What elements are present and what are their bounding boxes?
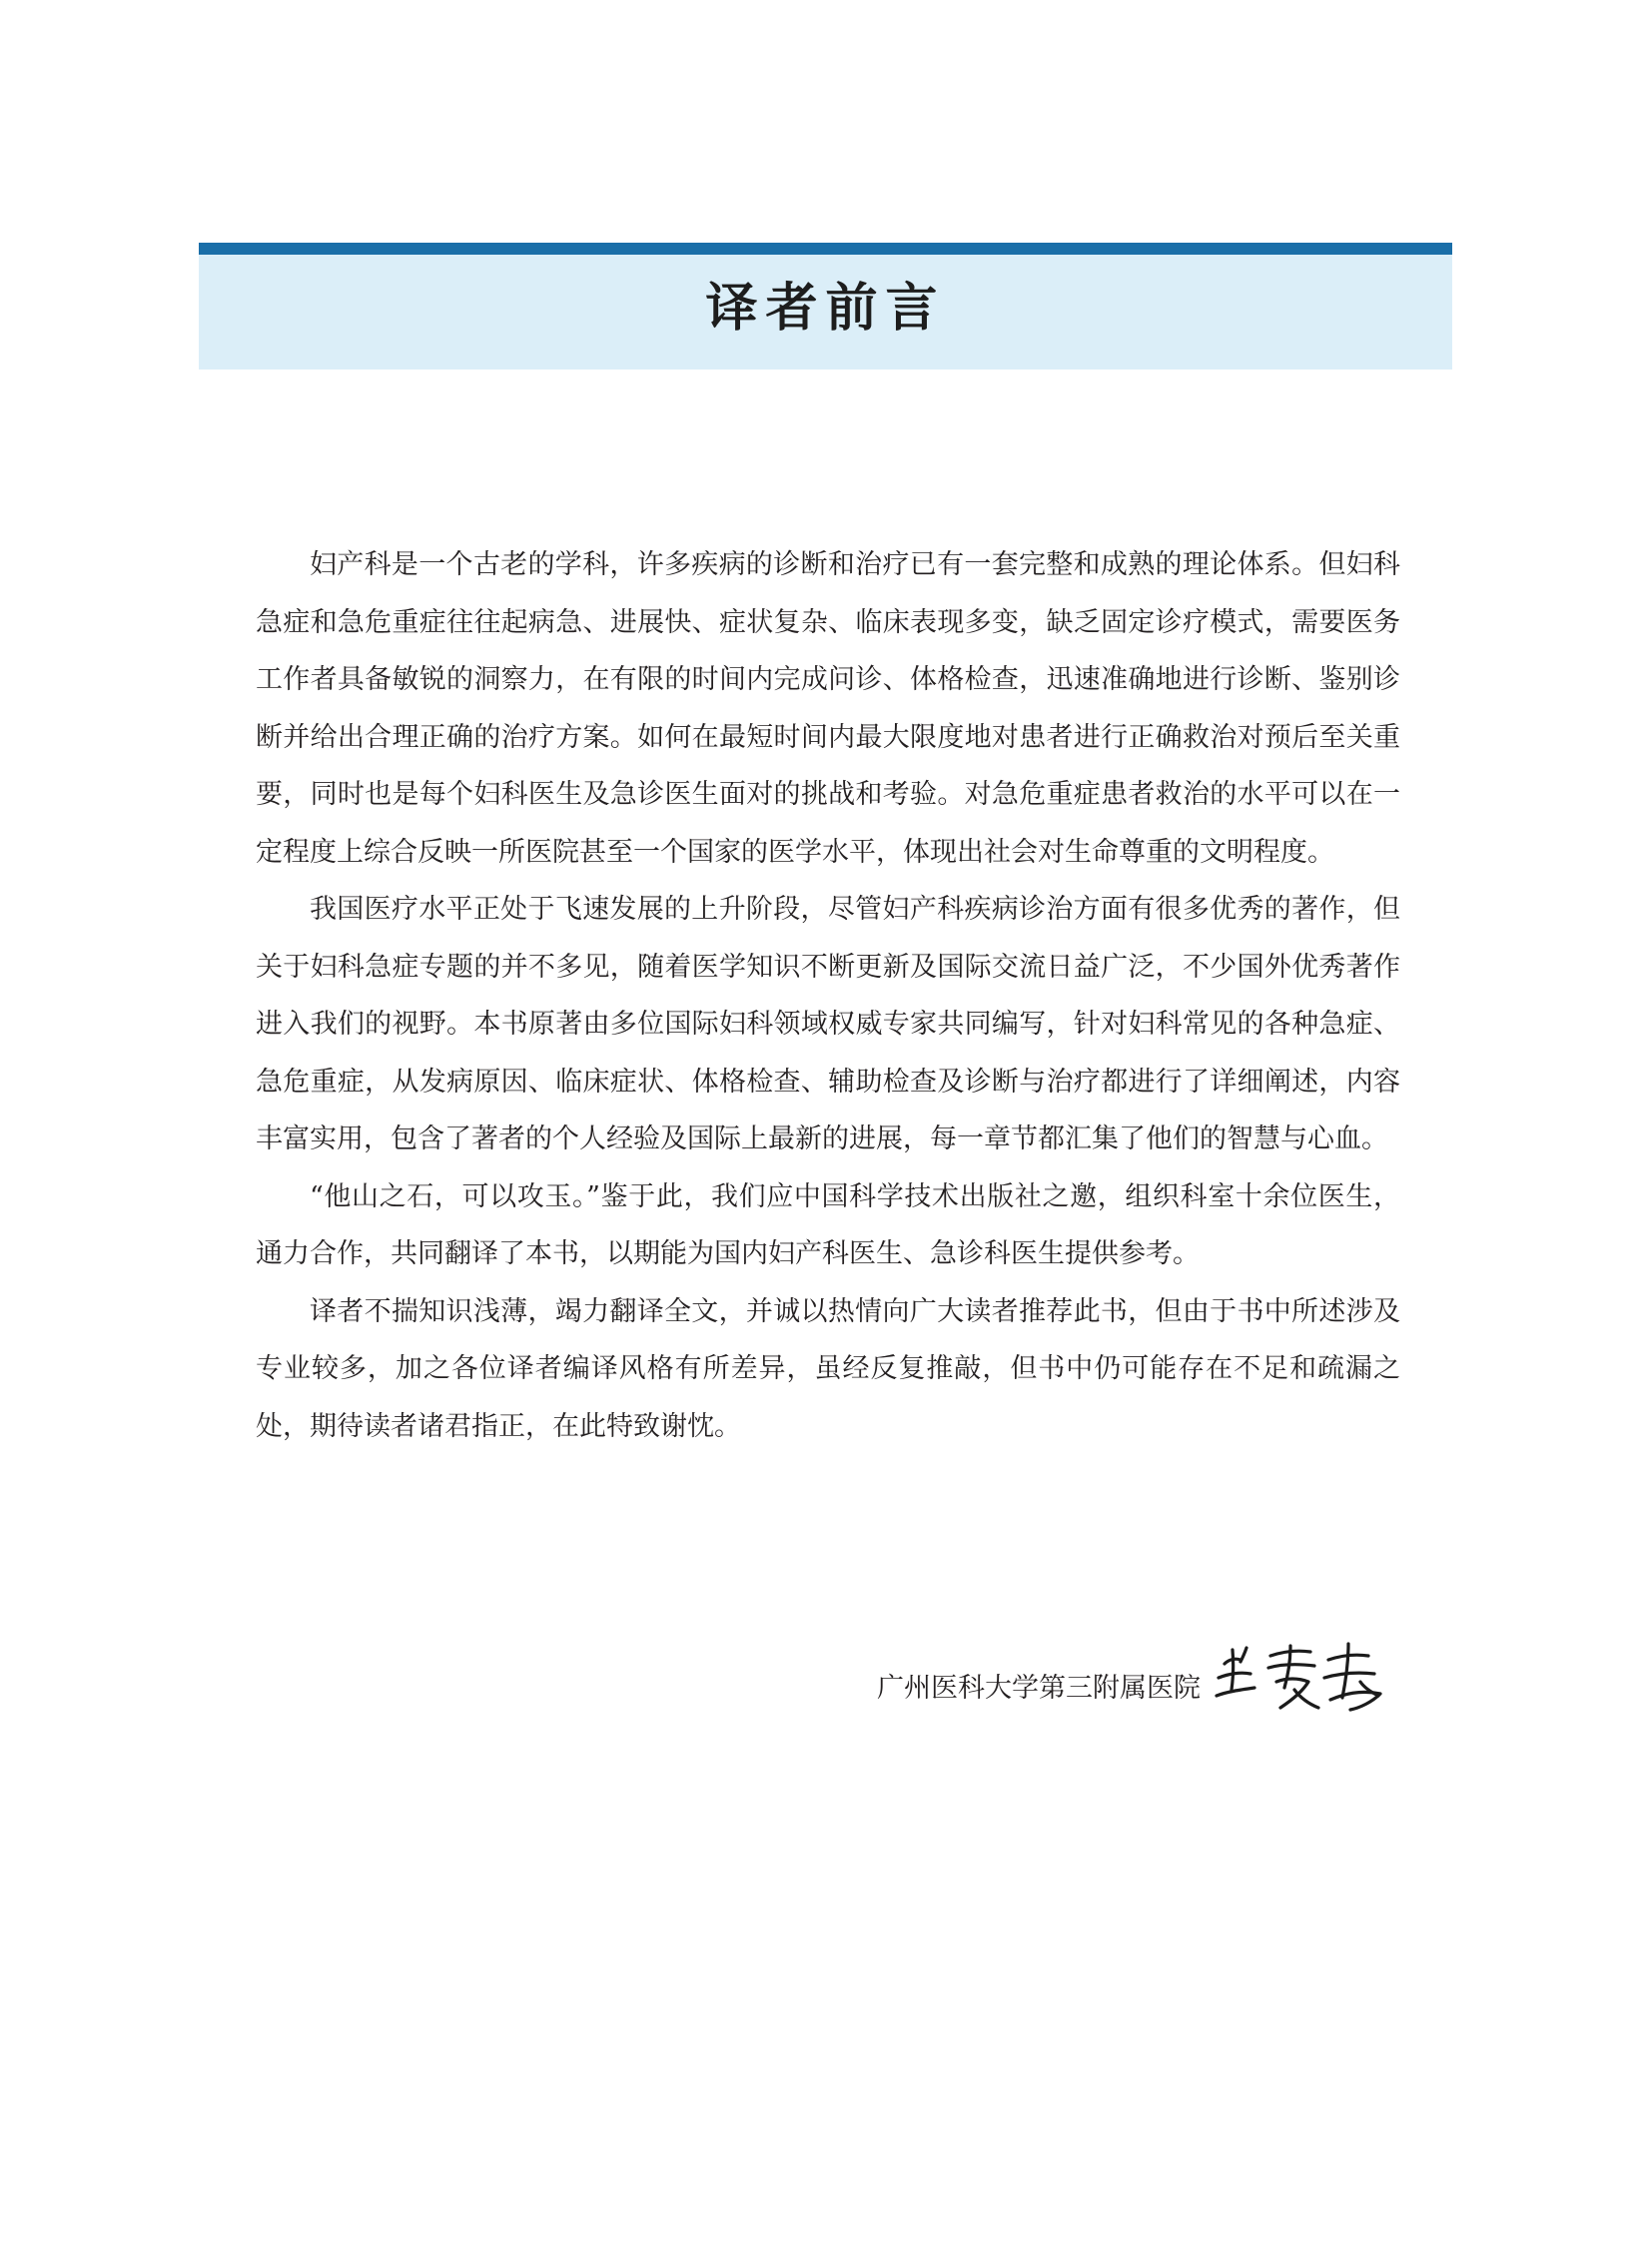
title-band — [199, 243, 1452, 370]
signature-block — [819, 1638, 1398, 1728]
handwritten-signature — [1211, 1638, 1390, 1723]
paragraph-3: “他山之石，可以攻玉。”鉴于此，我们应中国科学技术出版社之邀，组织科室十余位医生，通力合作，共同翻译了本书，以期能为国内妇产科医生、急诊科医生提供参考。 — [256, 1180, 1400, 1269]
page-title: 译者前言 — [705, 278, 946, 339]
paragraph-4: 译者不揣知识浅薄，竭力翻译全文，并诚以热情向广大读者推荐此书，但由于书中所述涉及专业较多，加之各位译者编译风格有所差异，虽经反复推敲，但书中仍可能存在不足和疏漏之处，期待读者诸君指正，在此特致谢忱。 — [256, 1295, 1400, 1442]
paragraph-1: 妇产科是一个古老的学科，许多疾病的诊断和治疗已有一套完整和成熟的理论体系。但妇科急症和急危重症往往起病急、进展快、症状复杂、临床表现多变，缺乏固定诊疗模式，需要医务工作者具备敏锐的洞察力，在有限的时间内完成问诊、体格检查，迅速准确地进行诊断、鉴别诊断并给出合理正确的治疗方案。如何在最短时间内最大限度地对患者进行正确救治对预后至关重要，同时也是每个妇科医生及急诊医生面对的挑战和考验。对急危重症患者救治的水平可以在一定程度上综合反映一所医院甚至一个国家的医学水平，体现出社会对生命尊重的文明程度。 — [256, 549, 1400, 868]
affiliation-text: 广州医科大学第三附属医院 — [877, 1673, 1201, 1704]
preface-body — [256, 536, 1400, 1455]
paragraph-2: 我国医疗水平正处于飞速发展的上升阶段，尽管妇产科疾病诊治方面有很多优秀的著作，但关于妇科急症专题的并不多见，随着医学知识不断更新及国际交流日益广泛，不少国外优秀著作进入我们的视野。本书原著由多位国际妇科领域权威专家共同编写，针对妇科常见的各种急症、急危重症，从发病原因、临床症状、体格检查、辅助检查及诊断与治疗都进行了详细阐述，内容丰富实用，包含了著者的个人经验及国际上最新的进展，每一章节都汇集了他们的智慧与心血。 — [256, 894, 1400, 1154]
